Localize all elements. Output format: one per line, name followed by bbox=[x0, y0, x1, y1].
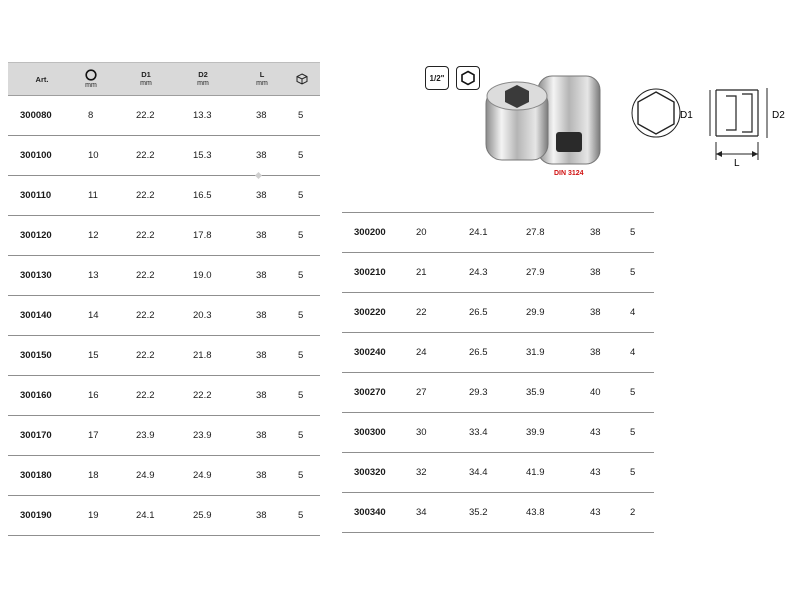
l-dimension-label: L bbox=[734, 158, 740, 168]
d2-value: 17.8 bbox=[193, 230, 212, 241]
length-value: 38 bbox=[256, 470, 267, 481]
article-number: 300340 bbox=[354, 507, 386, 518]
d2-value: 29.9 bbox=[526, 307, 545, 318]
d2-value: 16.5 bbox=[193, 190, 212, 201]
pack-quantity: 5 bbox=[630, 267, 636, 278]
size-mm: 32 bbox=[416, 467, 427, 478]
size-mm: 34 bbox=[416, 507, 427, 518]
pack-quantity: 5 bbox=[630, 427, 636, 438]
length-value: 43 bbox=[590, 507, 601, 518]
length-value: 38 bbox=[256, 310, 267, 321]
size-mm: 24 bbox=[416, 347, 427, 358]
table-body bbox=[8, 96, 320, 536]
table-row bbox=[8, 96, 320, 136]
d2-value: 15.3 bbox=[193, 150, 212, 161]
article-number: 300140 bbox=[20, 310, 52, 321]
d1-value: 26.5 bbox=[469, 347, 488, 358]
socket-product-image bbox=[478, 66, 618, 178]
table-header bbox=[8, 62, 320, 96]
d1-value: 22.2 bbox=[136, 190, 155, 201]
table-row bbox=[342, 293, 654, 333]
pack-quantity: 5 bbox=[298, 470, 304, 481]
d2-value: 13.3 bbox=[193, 110, 212, 121]
socket-dimension-diagram bbox=[618, 84, 798, 168]
d1-value: 22.2 bbox=[136, 350, 155, 361]
d1-value: 34.4 bbox=[469, 467, 488, 478]
length-value: 38 bbox=[256, 150, 267, 161]
table-body bbox=[342, 212, 654, 533]
pack-quantity: 5 bbox=[298, 350, 304, 361]
table-row bbox=[342, 493, 654, 533]
d1-value: 26.5 bbox=[469, 307, 488, 318]
length-value: 43 bbox=[590, 427, 601, 438]
pack-quantity: 5 bbox=[630, 227, 636, 238]
pack-quantity: 5 bbox=[630, 467, 636, 478]
length-value: 38 bbox=[256, 350, 267, 361]
article-number: 300270 bbox=[354, 387, 386, 398]
table-row bbox=[8, 456, 320, 496]
table-row bbox=[8, 416, 320, 456]
article-number: 300210 bbox=[354, 267, 386, 278]
length-value: 38 bbox=[590, 267, 601, 278]
d2-value: 39.9 bbox=[526, 427, 545, 438]
article-number: 300170 bbox=[20, 430, 52, 441]
size-mm: 14 bbox=[88, 310, 99, 321]
square-drive-icon bbox=[425, 66, 449, 90]
drive-size-label: 1/2" bbox=[429, 73, 445, 83]
article-number: 300320 bbox=[354, 467, 386, 478]
pack-quantity: 5 bbox=[298, 110, 304, 121]
header-d1: D1 mm bbox=[140, 70, 152, 87]
circle-icon bbox=[85, 69, 97, 81]
header-art: Art. bbox=[35, 74, 49, 84]
d1-value: 24.9 bbox=[136, 470, 155, 481]
article-number: 300080 bbox=[20, 110, 52, 121]
article-number: 300100 bbox=[20, 150, 52, 161]
article-number: 300300 bbox=[354, 427, 386, 438]
table-row bbox=[342, 373, 654, 413]
length-value: 38 bbox=[590, 227, 601, 238]
length-value: 43 bbox=[590, 467, 601, 478]
size-mm: 12 bbox=[88, 230, 99, 241]
d1-dimension-label: D1 bbox=[680, 110, 693, 121]
din-standard-label: DIN 3124 bbox=[554, 170, 584, 177]
d1-value: 22.2 bbox=[136, 390, 155, 401]
table-row bbox=[8, 216, 320, 256]
header-size: mm bbox=[76, 63, 106, 95]
table-row bbox=[8, 136, 320, 176]
size-mm: 21 bbox=[416, 267, 427, 278]
pack-quantity: 5 bbox=[298, 150, 304, 161]
size-mm: 15 bbox=[88, 350, 99, 361]
size-mm: 13 bbox=[88, 270, 99, 281]
pack-quantity: 5 bbox=[630, 387, 636, 398]
d2-value: 19.0 bbox=[193, 270, 212, 281]
size-mm: 22 bbox=[416, 307, 427, 318]
table-row bbox=[8, 496, 320, 536]
pack-quantity: 5 bbox=[298, 510, 304, 521]
table-row bbox=[342, 213, 654, 253]
article-number: 300240 bbox=[354, 347, 386, 358]
size-mm: 17 bbox=[88, 430, 99, 441]
d2-value: 35.9 bbox=[526, 387, 545, 398]
length-value: 40 bbox=[590, 387, 601, 398]
article-number: 300180 bbox=[20, 470, 52, 481]
d2-value: 41.9 bbox=[526, 467, 545, 478]
d1-value: 33.4 bbox=[469, 427, 488, 438]
size-mm: 16 bbox=[88, 390, 99, 401]
table-row bbox=[8, 296, 320, 336]
pack-quantity: 5 bbox=[298, 390, 304, 401]
length-value: 38 bbox=[256, 190, 267, 201]
d1-value: 24.1 bbox=[136, 510, 155, 521]
size-mm: 27 bbox=[416, 387, 427, 398]
d2-value: 25.9 bbox=[193, 510, 212, 521]
length-value: 38 bbox=[256, 270, 267, 281]
pack-quantity: 5 bbox=[298, 270, 304, 281]
header-d2: D2 mm bbox=[197, 70, 209, 87]
d2-dimension-label: D2 bbox=[772, 110, 785, 121]
header-qty bbox=[294, 63, 310, 95]
article-number: 300200 bbox=[354, 227, 386, 238]
d2-value: 21.8 bbox=[193, 350, 212, 361]
d2-value: 31.9 bbox=[526, 347, 545, 358]
article-number: 300220 bbox=[354, 307, 386, 318]
d2-value: 24.9 bbox=[193, 470, 212, 481]
table-row bbox=[8, 376, 320, 416]
pack-quantity: 2 bbox=[630, 507, 636, 518]
pack-quantity: 5 bbox=[298, 430, 304, 441]
article-number: 300130 bbox=[20, 270, 52, 281]
d2-value: 27.9 bbox=[526, 267, 545, 278]
d2-value: 20.3 bbox=[193, 310, 212, 321]
header-l: L mm bbox=[256, 70, 268, 87]
length-value: 38 bbox=[256, 230, 267, 241]
size-mm: 20 bbox=[416, 227, 427, 238]
hexagon-icon bbox=[456, 66, 480, 90]
spec-table-right bbox=[342, 212, 654, 533]
pack-quantity: 5 bbox=[298, 230, 304, 241]
article-number: 300160 bbox=[20, 390, 52, 401]
table-row bbox=[8, 176, 320, 216]
table-row bbox=[342, 453, 654, 493]
d1-value: 22.2 bbox=[136, 310, 155, 321]
length-value: 38 bbox=[256, 430, 267, 441]
d2-value: 43.8 bbox=[526, 507, 545, 518]
length-value: 38 bbox=[590, 347, 601, 358]
article-number: 300190 bbox=[20, 510, 52, 521]
article-number: 300120 bbox=[20, 230, 52, 241]
pack-quantity: 4 bbox=[630, 347, 636, 358]
table-row bbox=[8, 256, 320, 296]
size-mm: 19 bbox=[88, 510, 99, 521]
table-row bbox=[8, 336, 320, 376]
d1-value: 22.2 bbox=[136, 230, 155, 241]
box-icon bbox=[296, 73, 308, 85]
length-value: 38 bbox=[256, 510, 267, 521]
pack-quantity: 5 bbox=[298, 190, 304, 201]
d1-value: 24.1 bbox=[469, 227, 488, 238]
table-row bbox=[342, 413, 654, 453]
length-value: 38 bbox=[590, 307, 601, 318]
size-mm: 11 bbox=[88, 190, 98, 201]
table-row bbox=[342, 333, 654, 373]
d1-value: 22.2 bbox=[136, 110, 155, 121]
article-number: 300150 bbox=[20, 350, 52, 361]
d2-value: 23.9 bbox=[193, 430, 212, 441]
length-value: 38 bbox=[256, 390, 267, 401]
d2-value: 27.8 bbox=[526, 227, 545, 238]
hexagon-icon bbox=[638, 92, 674, 134]
length-value: 38 bbox=[256, 110, 267, 121]
d1-value: 23.9 bbox=[136, 430, 155, 441]
table-row bbox=[342, 253, 654, 293]
d1-value: 35.2 bbox=[469, 507, 488, 518]
pack-quantity: 5 bbox=[298, 310, 304, 321]
d2-value: 22.2 bbox=[193, 390, 212, 401]
d1-value: 24.3 bbox=[469, 267, 488, 278]
d1-value: 22.2 bbox=[136, 150, 155, 161]
spec-table-left bbox=[8, 62, 320, 536]
pack-quantity: 4 bbox=[630, 307, 636, 318]
size-mm: 8 bbox=[88, 110, 94, 121]
size-mm: 18 bbox=[88, 470, 99, 481]
d1-value: 29.3 bbox=[469, 387, 488, 398]
d1-value: 22.2 bbox=[136, 270, 155, 281]
article-number: 300110 bbox=[20, 190, 52, 201]
size-mm: 10 bbox=[88, 150, 99, 161]
size-mm: 30 bbox=[416, 427, 427, 438]
